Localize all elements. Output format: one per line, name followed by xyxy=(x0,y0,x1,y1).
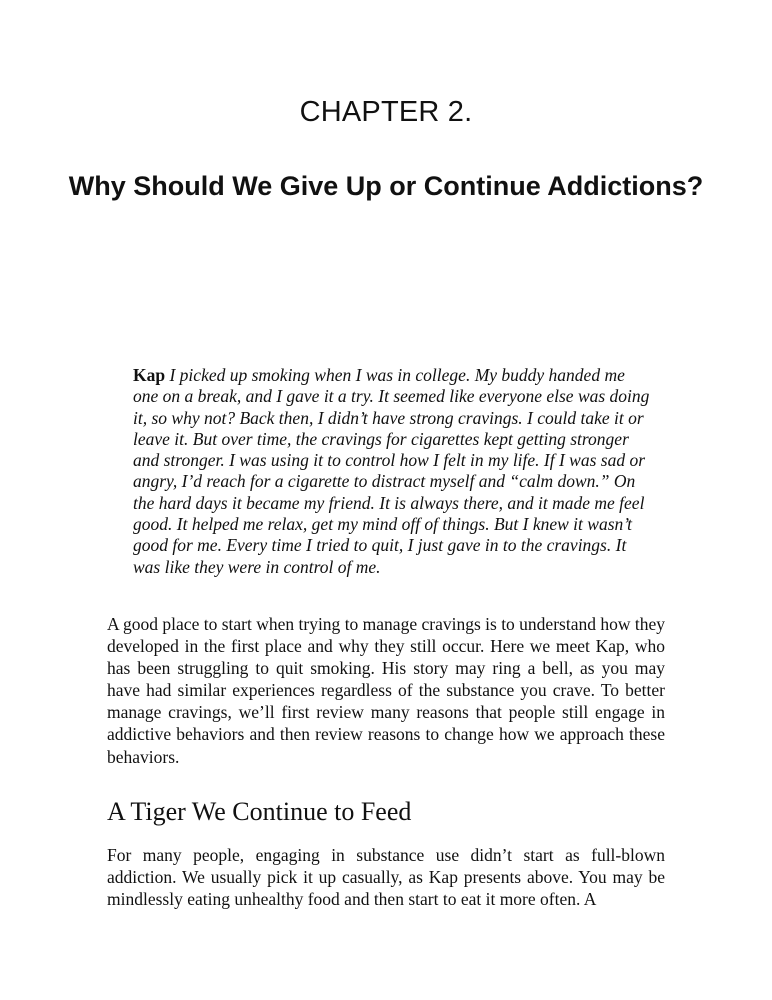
section-heading: A Tiger We Continue to Feed xyxy=(107,797,412,826)
quote-text: I picked up smoking when I was in college. My buddy handed me one on a break, and I gave it a try. It seemed like everyone else was doing it, so why not? Back then, I didn’t have strong cravings. I could take it or leave it. But over time, the cravings for cigarettes kept getting stronger and stronger. I was using it to control how I felt in my life. If I was sad or angry, I’d reach for a cigarette to distract myself and “calm down.” On the hard days it became my friend. It is always there, and it made me feel good. It helped me relax, get my mind off of things. But I knew it wasn’t good for me. Every time I tried to quit, I just gave in to the cravings. It was like they were in control of me. xyxy=(133,365,650,577)
speaker-quote xyxy=(133,365,653,578)
chapter-number: CHAPTER 2. xyxy=(299,96,473,128)
section-paragraph: For many people, engaging in substance use didn’t start as full-blown addiction. We usually pick it up casually, as Kap presents above. You may be mindlessly eating unhealthy food and then start to eat it more often. A xyxy=(107,845,665,910)
intro-paragraph: A good place to start when trying to manage cravings is to understand how they developed in the first place and why they still occur. Here we meet Kap, who has been struggling to quit smoking. His story may ring a bell, as you may have had similar experiences regardless of the substance you crave. To better manage cravings, we’ll first review many reasons that people still engage in addictive behaviors and then review reasons to change how we approach these behaviors. xyxy=(107,614,665,767)
chapter-title: Why Should We Give Up or Continue Addictions? xyxy=(68,171,704,201)
quote-speaker: Kap xyxy=(133,365,166,385)
